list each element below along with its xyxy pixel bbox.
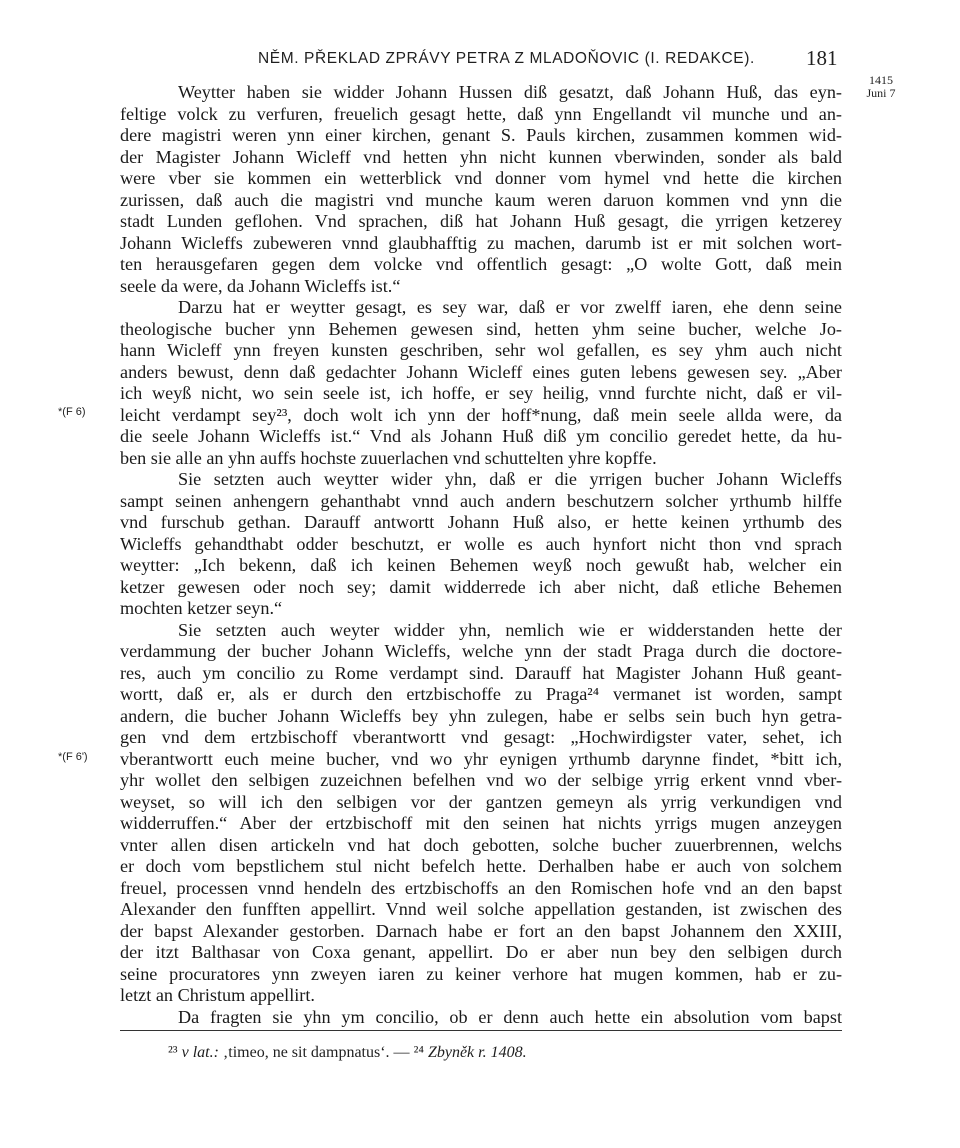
page-number: 181 xyxy=(806,46,838,70)
footnote-24-text: Zbyněk r. 1408. xyxy=(427,1044,527,1061)
text-line: ich weyß nicht, wo sein seele ist, ich hoffe, er sey heilig, vnnd furchte nicht, daß er vil- xyxy=(120,383,842,403)
running-title: NĚM. PŘEKLAD ZPRÁVY PETRA Z MLADOŇOVIC (I. REDAKCE). xyxy=(258,50,755,67)
text-line: dere magistri weren ynn einer kirchen, genant S. Pauls kirchen, zusammen kommen wid- xyxy=(120,125,842,145)
text-line: gen vnd dem ertzbischoff vberantwortt vnd gesagt: „Hochwirdigster vater, sehet, ich xyxy=(120,727,842,747)
text-line: vnter allen disen artickeln vnd hat doch gebotten, solche bucher zuuerbrennen, welchs xyxy=(120,834,842,855)
footnote-rule xyxy=(120,1030,842,1031)
side-note-f6-prime: *(F 6') xyxy=(58,751,88,763)
text-line: were vber sie kommen ein wetterblick vnd donner vom hymel vnd hette die kirchen xyxy=(120,168,842,188)
footnote-23-text: ‚timeo, ne sit dampnatus‘. — xyxy=(218,1044,414,1061)
text-line: der bapst Alexander gestorben. Darnach habe er fort an den bapst Johannem den XXIII, xyxy=(120,920,842,941)
text-line: ketzer gewesen oder noch sey; damit widderrede ich aber nicht, daß etliche Behemen xyxy=(120,576,842,597)
text-line: freuel, processen vnnd hendeln des ertzbischoffs an den Romischen hofe vnd an den bapst xyxy=(120,877,842,898)
text-line: theologische bucher ynn Behemen gewesen sind, hetten yhm seine bucher, welche Jo- xyxy=(120,318,842,339)
footnotes xyxy=(168,1044,527,1062)
text-line: Da fragten sie yhn ym concilio, ob er denn auch hette ein absolution vom bapst xyxy=(178,1006,842,1027)
footnote-24-marker: ²⁴ xyxy=(413,1044,424,1061)
margin-date-year: 1415 xyxy=(869,73,893,87)
text-line: feltige volck zu verfuren, freuelich gesagt hette, daß ynn Engellandt vil munche und an- xyxy=(120,103,842,124)
text-line: andern, die bucher Johann Wicleffs bey yhn zulegen, habe er selbs sein buch hyn getra- xyxy=(120,705,842,726)
text-line: Johann Wicleffs zubeweren vnnd glaubhafftig zu machen, darumb ist er mit solchen wort- xyxy=(120,232,842,253)
text-line: sampt seinen anhengern gehanthabt vnnd auch andern beschutzern solcher yrthumb hilffe xyxy=(120,490,842,511)
side-note-f6: *(F 6) xyxy=(58,406,86,418)
text-line: widderruffen.“ Aber der ertzbischoff mit den seinen hat nichts yrrigs mugen anzeygen xyxy=(120,813,842,833)
margin-date-day: Juni 7 xyxy=(866,86,896,100)
text-line: seine procuratores ynn zweyen iaren zu keiner verhore hat mugen kommen, hab er zu- xyxy=(120,963,842,984)
text-line: die seele Johann Wicleffs ist.“ Vnd als Johann Huß diß ym concilio geredet hette, da hu- xyxy=(120,426,842,446)
running-head xyxy=(0,46,960,76)
text-line: der itzt Balthasar von Coxa genant, appellirt. Do er aber nun bey den selbigen durch xyxy=(120,942,842,962)
text-line: ben sie alle an yhn auffs hochste zuuerlachen vnd schuttelten yhre kopffe. xyxy=(120,447,657,468)
text-line: Alexander den funfften appellirt. Vnnd weil solche appellation gestanden, ist zwischen des xyxy=(120,899,842,919)
text-line: weytter: „Ich bekenn, daß ich keinen Behemen weyß noch gewußt hab, welcher ein xyxy=(120,555,842,575)
footnote-23-marker: ²³ xyxy=(168,1044,178,1061)
text-line: hann Wicleff ynn freyen kunsten geschriben, sehr wol gefallen, es sey yhm auch nicht xyxy=(120,340,842,360)
body-text xyxy=(120,82,842,1028)
text-line: vberantwortt euch meine bucher, vnd wo yhr eynigen yrthumb darynne findet, *bitt ich, xyxy=(120,748,842,769)
text-line: der Magister Johann Wicleff vnd hetten yhn nicht kunnen vberwinden, sonder als bald xyxy=(120,146,842,167)
text-line: Wicleffs gehandthabt odder beschutzt, er wolle es auch hynfort nicht thon vnd sprach xyxy=(120,533,842,554)
text-line: vnd furschub gethan. Darauff antwortt Johann Huß also, er hette keinen yrthumb des xyxy=(120,512,842,532)
text-line: Darzu hat er weytter gesagt, es sey war, daß er vor zwelff iaren, ehe denn seine xyxy=(178,297,842,317)
text-line: seele da were, da Johann Wicleffs ist.“ xyxy=(120,275,401,296)
text-line: stadt Lunden geflohen. Vnd sprachen, diß hat Johann Huß gesagt, die yrrigen ketzerey xyxy=(120,211,842,231)
text-line: wortt, daß er, als er durch den ertzbischoffe zu Praga²⁴ vermanet ist worden, sampt xyxy=(120,684,842,704)
text-line: zurissen, daß auch die magistri vnd munche kaum weren daruon kommen vnd ynn die xyxy=(120,189,842,210)
text-line: verdammung der bucher Johann Wicleffs, welche ynn der stadt Praga durch die doctore- xyxy=(120,641,842,661)
text-line: Sie setzten auch weyter widder yhn, nemlich wie er widderstanden hette der xyxy=(178,619,842,640)
text-line: weyset, so will ich den selbigen vor der gantzen gemeyn als yrrig verkundigen vnd xyxy=(120,791,842,812)
margin-date xyxy=(858,74,904,100)
text-line: res, auch ym concilio zu Rome verdampt sind. Darauff hat Magister Johann Huß geant- xyxy=(120,662,842,683)
text-line: ten herausgefaren gegen dem volcke vnd offentlich gesagt: „O wolte Gott, daß mein xyxy=(120,254,842,274)
text-line: anders bewust, denn daß gedachter Johann Wicleff eines guten lebens gewesen sey. „Aber xyxy=(120,361,842,382)
text-line: leicht verdampt sey²³, doch wolt ich ynn der hoff*nung, daß mein seele allda were, da xyxy=(120,404,842,425)
text-line: er doch vom bepstlichem stul nicht befelch hette. Derhalben habe er auch von solchem xyxy=(120,856,842,876)
text-line: mochten ketzer seyn.“ xyxy=(120,598,283,618)
text-line: Sie setzten auch weytter wider yhn, daß er die yrrigen bucher Johann Wicleffs xyxy=(178,469,842,489)
footnote-23-lang: v lat.: xyxy=(181,1044,219,1061)
text-line: yhr wollet den selbigen zuzeichnen befelhen vnd wo der selbige yrrig erkent vnnd vber- xyxy=(120,770,842,790)
text-line: letzt an Christum appellirt. xyxy=(120,985,315,1005)
text-line: Weytter haben sie widder Johann Hussen diß gesatzt, daß Johann Huß, das eyn- xyxy=(178,82,842,102)
